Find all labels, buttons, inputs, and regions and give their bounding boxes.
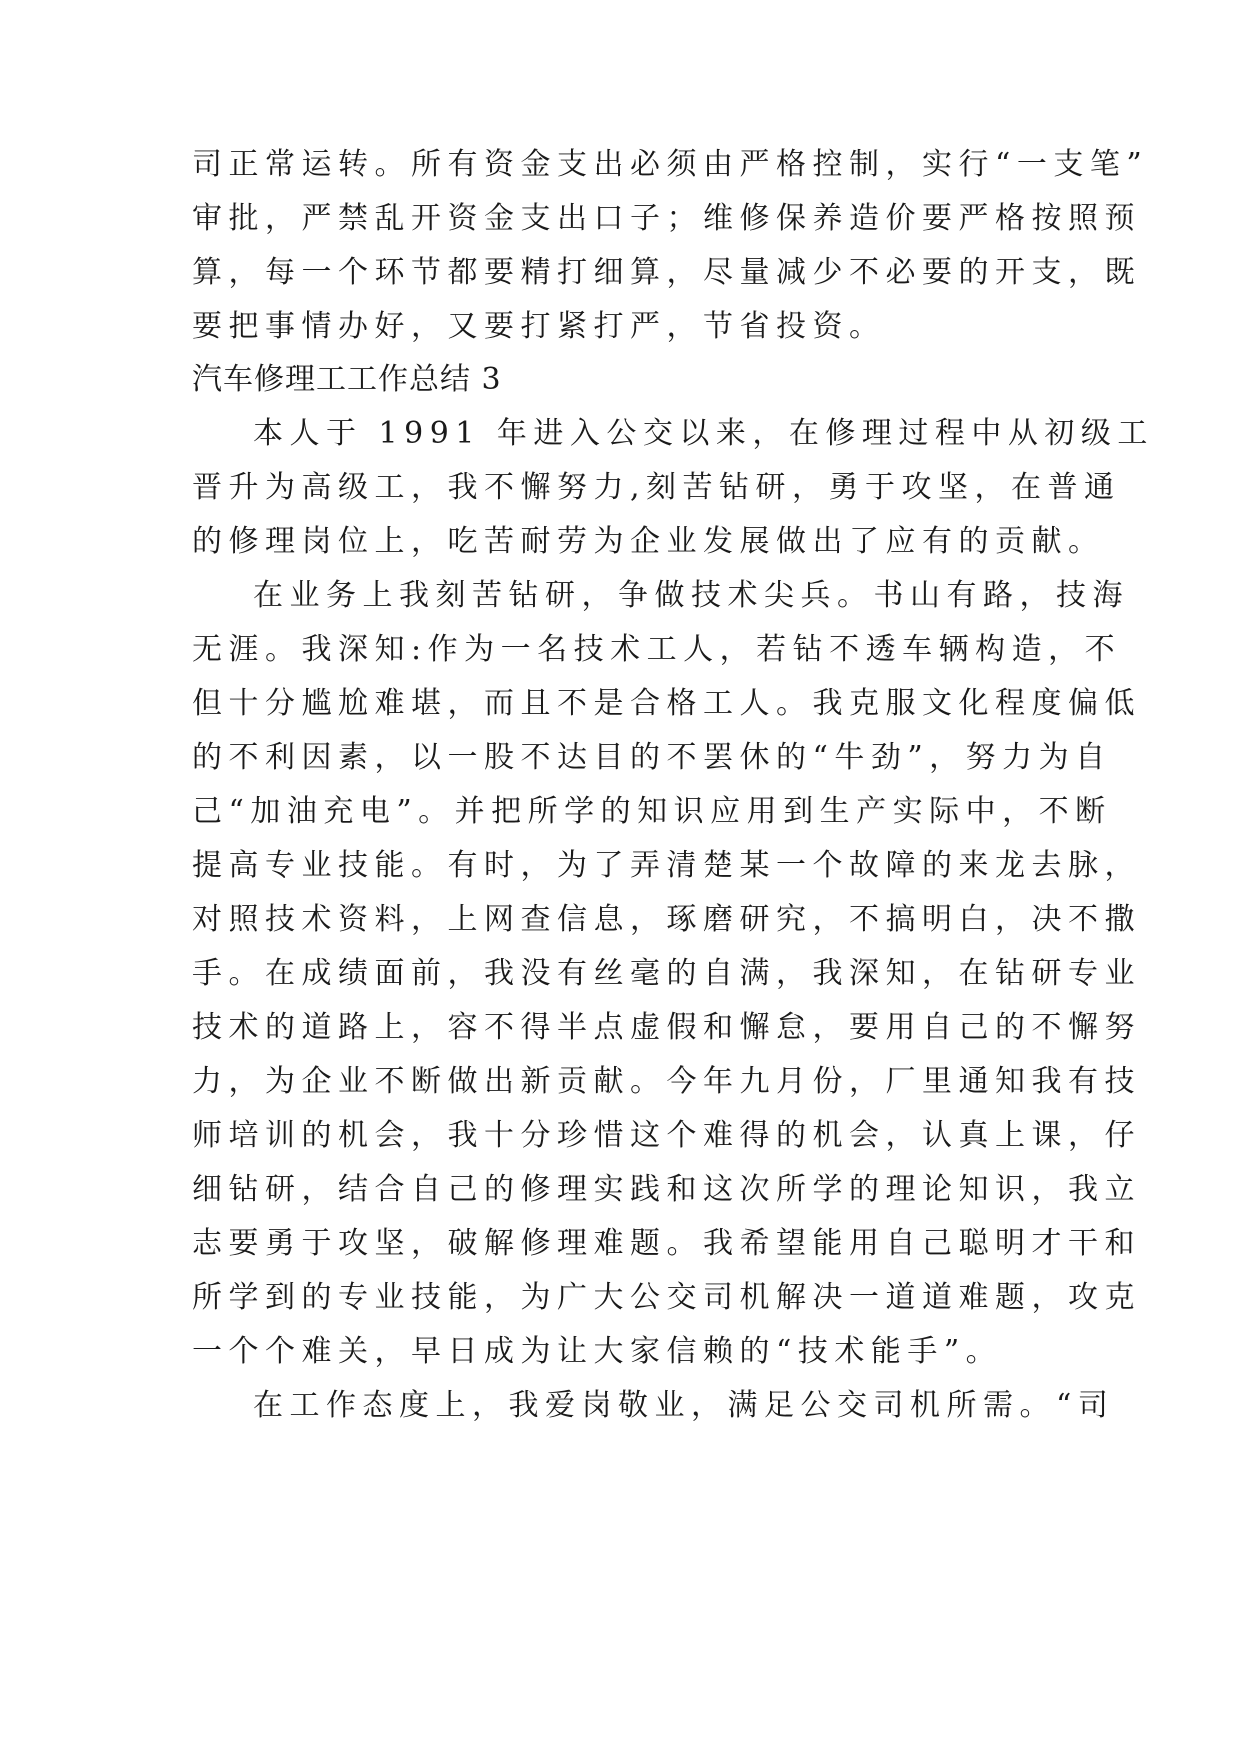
text-line: 审批，严禁乱开资金支出口子；维修保养造价要严格按照预 — [192, 201, 1141, 236]
text-line: 但十分尴尬难堪，而且不是合格工人。我克服文化程度偏低 — [192, 686, 1141, 721]
text-line: 无涯。我深知:作为一名技术工人，若钻不透车辆构造，不 — [192, 632, 1122, 667]
text-line: 的不利因素，以一股不达目的不罢休的“牛劲”，努力为自 — [192, 740, 1112, 775]
section-heading: 汽车修理工工作总结 3 — [192, 362, 502, 397]
text-line: 手。在成绩面前，我没有丝毫的自满，我深知，在钻研专业 — [192, 956, 1141, 991]
text-line: 细钻研，结合自己的修理实践和这次所学的理论知识，我立 — [192, 1172, 1141, 1207]
text-line: 要把事情办好，又要打紧打严，节省投资。 — [192, 309, 886, 344]
text-line: 的修理岗位上，吃苦耐劳为企业发展做出了应有的贡献。 — [192, 524, 1105, 559]
text-line: 所学到的专业技能，为广大公交司机解决一道道难题，攻克 — [192, 1280, 1141, 1315]
text-line: 晋升为高级工，我不懈努力,刻苦钻研，勇于攻坚，在普通 — [192, 470, 1121, 505]
text-line: 师培训的机会，我十分珍惜这个难得的机会，认真上课，仔 — [192, 1118, 1141, 1153]
paragraph-start-line: 本人于 1991 年进入公交以来，在修理过程中从初级工 — [253, 416, 1154, 451]
text-line: 技术的道路上，容不得半点虚假和懈怠，要用自己的不懈努 — [192, 1010, 1141, 1045]
text-line: 对照技术资料，上网查信息，琢磨研究，不搞明白，决不撒 — [192, 902, 1141, 937]
text-line: 己“加油充电”。并把所学的知识应用到生产实际中，不断 — [192, 794, 1112, 829]
text-line: 力，为企业不断做出新贡献。今年九月份，厂里通知我有技 — [192, 1064, 1141, 1099]
paragraph-start-line: 在工作态度上，我爱岗敬业，满足公交司机所需。“司 — [253, 1388, 1115, 1423]
text-line: 一个个难关，早日成为让大家信赖的“技术能手”。 — [192, 1334, 1003, 1369]
paragraph-start-line: 在业务上我刻苦钻研，争做技术尖兵。书山有路，技海 — [253, 578, 1129, 613]
text-line: 司正常运转。所有资金支出必须由严格控制，实行“一支笔” — [192, 147, 1149, 182]
text-line: 算，每一个环节都要精打细算，尽量减少不必要的开支，既 — [192, 255, 1141, 290]
text-line: 提高专业技能。有时，为了弄清楚某一个故障的来龙去脉， — [192, 848, 1141, 883]
text-line: 志要勇于攻坚，破解修理难题。我希望能用自己聪明才干和 — [192, 1226, 1141, 1261]
